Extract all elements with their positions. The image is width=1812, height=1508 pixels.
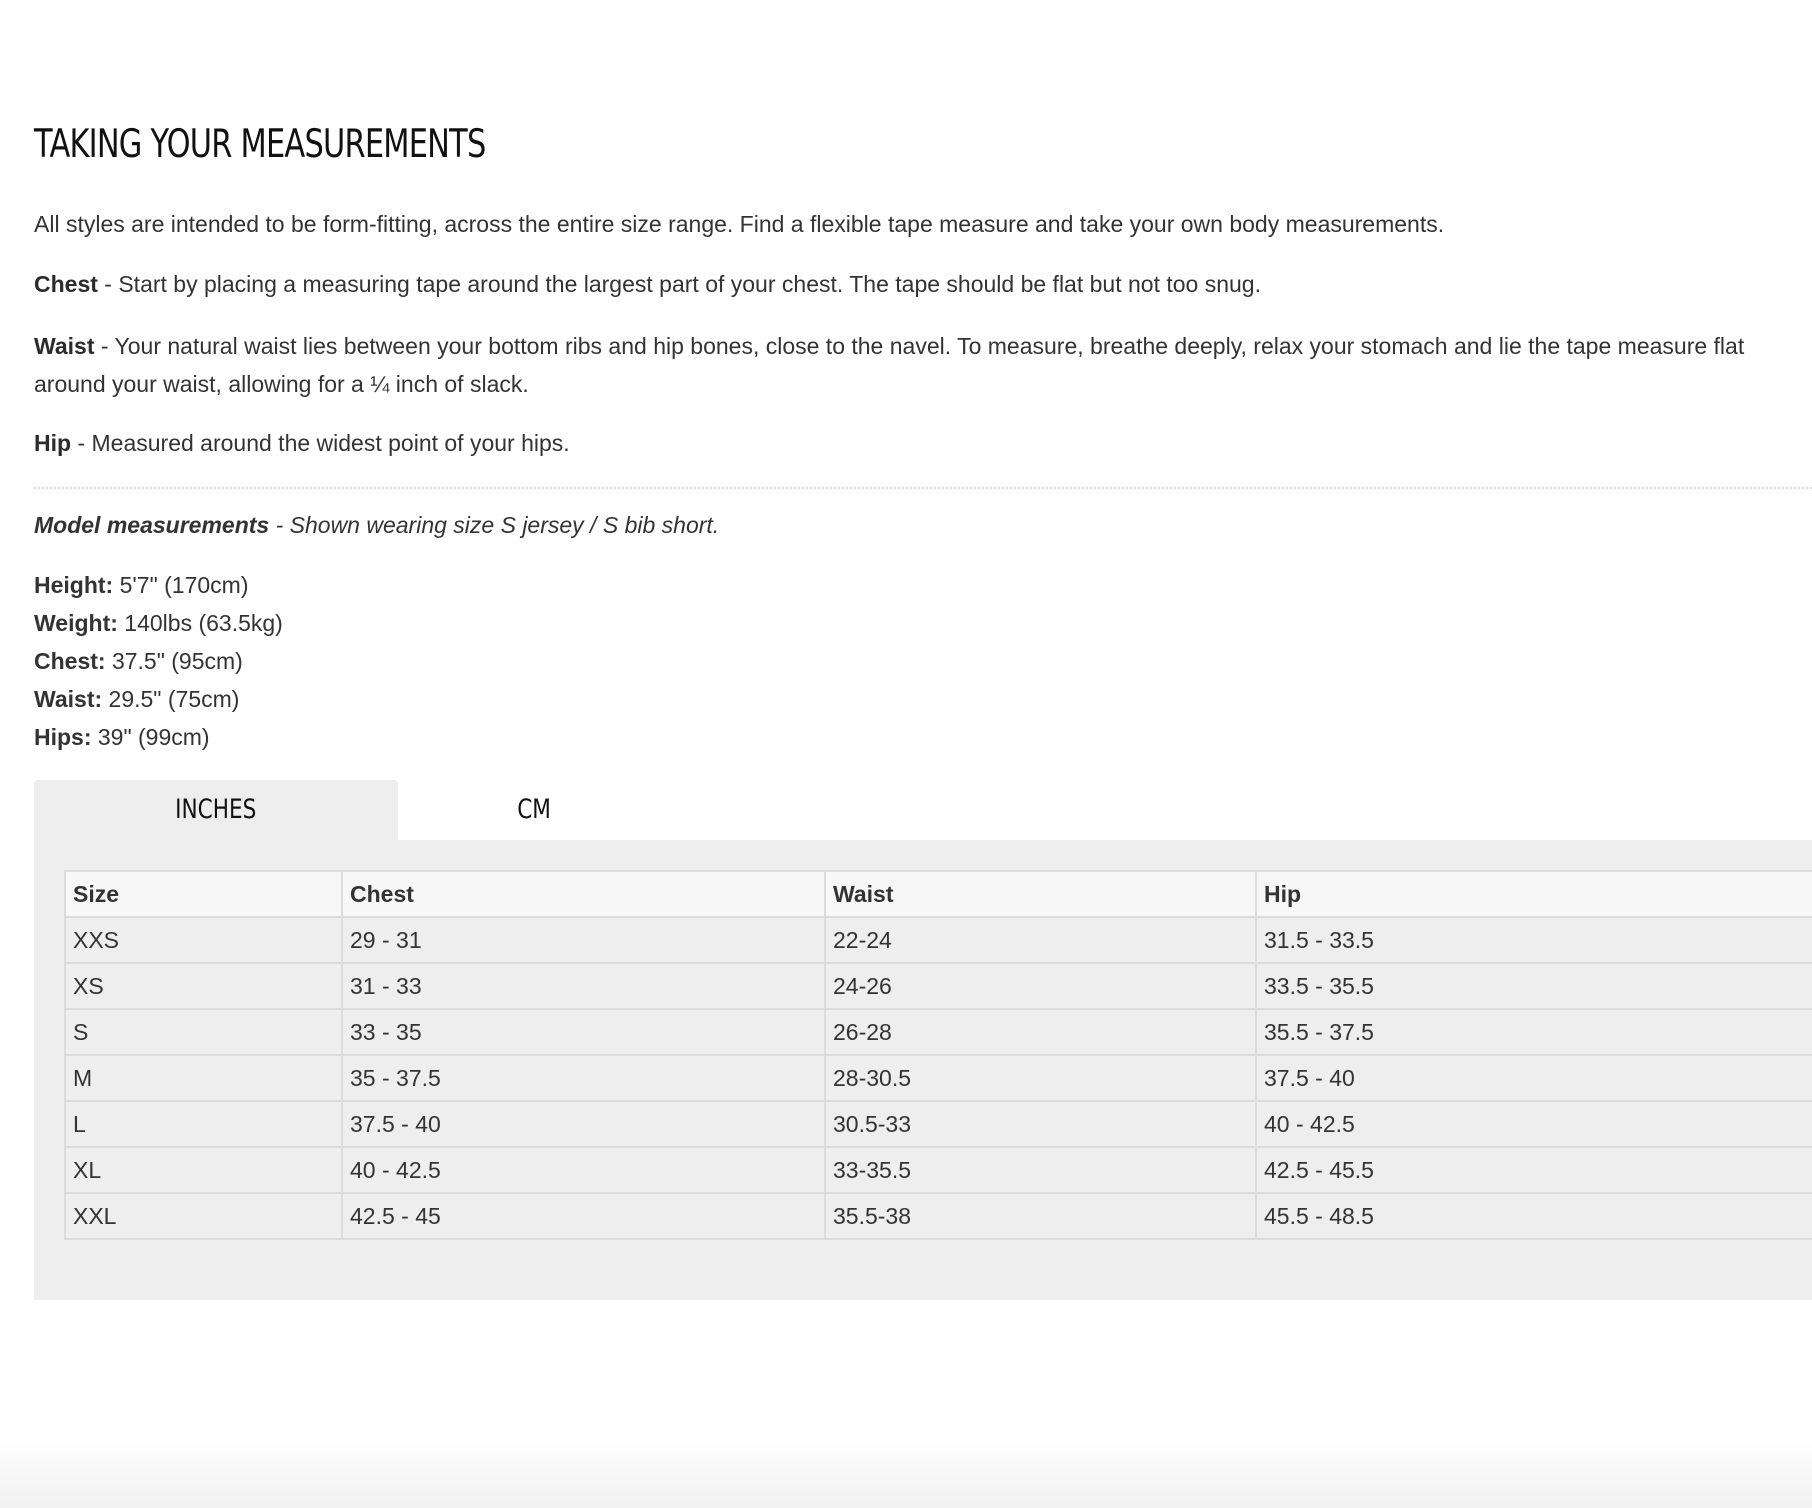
tab-bar	[34, 780, 1812, 840]
model-hips-label: Hips:	[34, 724, 92, 750]
waist-instruction	[34, 327, 1744, 403]
cell-size: M	[65, 1055, 342, 1101]
cell-chest: 37.5 - 40	[342, 1101, 825, 1147]
tab-inches[interactable]	[34, 780, 398, 840]
header-size: Size	[65, 871, 342, 917]
model-height	[34, 566, 283, 604]
cell-size: S	[65, 1009, 342, 1055]
page-title: TAKING YOUR MEASUREMENTS	[34, 122, 486, 167]
model-height-value: 5'7" (170cm)	[113, 572, 249, 598]
tab-cm-label: CM	[517, 794, 551, 825]
table-row	[65, 963, 1812, 1009]
model-chest	[34, 642, 283, 680]
cell-hip: 40 - 42.5	[1256, 1101, 1812, 1147]
tab-cm[interactable]	[398, 780, 670, 840]
model-weight-label: Weight:	[34, 610, 118, 636]
size-chart-table	[64, 870, 1812, 1240]
intro-paragraph: All styles are intended to be form-fitting, across the entire size range. Find a flexible tape measure and take your own body measurements.	[34, 211, 1445, 237]
cell-chest: 31 - 33	[342, 963, 825, 1009]
chest-instruction-text: - Start by placing a measuring tape around the largest part of your chest. The tape should be flat but not too snug.	[97, 271, 1261, 297]
chest-instruction-label: Chest	[34, 271, 98, 297]
cell-chest: 35 - 37.5	[342, 1055, 825, 1101]
cell-chest: 33 - 35	[342, 1009, 825, 1055]
table-row	[65, 1009, 1812, 1055]
cell-size: XS	[65, 963, 342, 1009]
cell-waist: 35.5-38	[825, 1193, 1256, 1239]
model-waist-value: 29.5" (75cm)	[102, 686, 240, 712]
model-measurements-label: Model measurements	[34, 512, 270, 538]
model-weight-value: 140lbs (63.5kg)	[117, 610, 283, 636]
cell-hip: 33.5 - 35.5	[1256, 963, 1812, 1009]
table-header-row	[65, 871, 1812, 917]
cell-chest: 40 - 42.5	[342, 1147, 825, 1193]
cell-waist: 30.5-33	[825, 1101, 1256, 1147]
waist-instruction-text-continued: around your waist, allowing for a ¼ inch of slack.	[34, 371, 529, 397]
model-hips	[34, 718, 283, 756]
cell-waist: 22-24	[825, 917, 1256, 963]
cell-size: L	[65, 1101, 342, 1147]
tab-panel-inches	[34, 840, 1812, 1300]
table-row	[65, 1193, 1812, 1239]
cell-hip: 35.5 - 37.5	[1256, 1009, 1812, 1055]
model-chest-label: Chest:	[34, 648, 106, 674]
cell-hip: 31.5 - 33.5	[1256, 917, 1812, 963]
cell-size: XL	[65, 1147, 342, 1193]
model-weight	[34, 604, 283, 642]
header-waist: Waist	[825, 871, 1256, 917]
cell-waist: 24-26	[825, 963, 1256, 1009]
table-row	[65, 1147, 1812, 1193]
chest-instruction	[34, 265, 1261, 303]
hip-instruction-text: - Measured around the widest point of your hips.	[71, 430, 570, 456]
table-row	[65, 917, 1812, 963]
cell-chest: 42.5 - 45	[342, 1193, 825, 1239]
model-hips-value: 39" (99cm)	[91, 724, 210, 750]
waist-instruction-label: Waist	[34, 333, 95, 359]
hip-instruction	[34, 424, 570, 462]
model-chest-value: 37.5" (95cm)	[105, 648, 243, 674]
model-measurements-note: - Shown wearing size S jersey / S bib short.	[269, 512, 720, 538]
dotted-divider	[34, 487, 1812, 489]
cell-hip: 37.5 - 40	[1256, 1055, 1812, 1101]
cell-hip: 42.5 - 45.5	[1256, 1147, 1812, 1193]
header-hip: Hip	[1256, 871, 1812, 917]
waist-instruction-text: - Your natural waist lies between your bottom ribs and hip bones, close to the navel. To measure, breathe deeply, relax your stomach and lie the tape measure flat	[94, 333, 1745, 359]
page-bottom-fade	[0, 1438, 1812, 1508]
model-height-label: Height:	[34, 572, 114, 598]
cell-size: XXS	[65, 917, 342, 963]
table-row	[65, 1055, 1812, 1101]
model-waist-label: Waist:	[34, 686, 103, 712]
cell-waist: 26-28	[825, 1009, 1256, 1055]
header-chest: Chest	[342, 871, 825, 917]
table-row	[65, 1101, 1812, 1147]
tab-inches-label: INCHES	[175, 794, 257, 825]
cell-size: XXL	[65, 1193, 342, 1239]
unit-tabs	[34, 780, 1812, 1300]
cell-waist: 33-35.5	[825, 1147, 1256, 1193]
cell-chest: 29 - 31	[342, 917, 825, 963]
hip-instruction-label: Hip	[34, 430, 72, 456]
model-measurements-list	[34, 566, 283, 756]
cell-hip: 45.5 - 48.5	[1256, 1193, 1812, 1239]
model-waist	[34, 680, 283, 718]
cell-waist: 28-30.5	[825, 1055, 1256, 1101]
model-measurements-heading	[34, 506, 719, 544]
